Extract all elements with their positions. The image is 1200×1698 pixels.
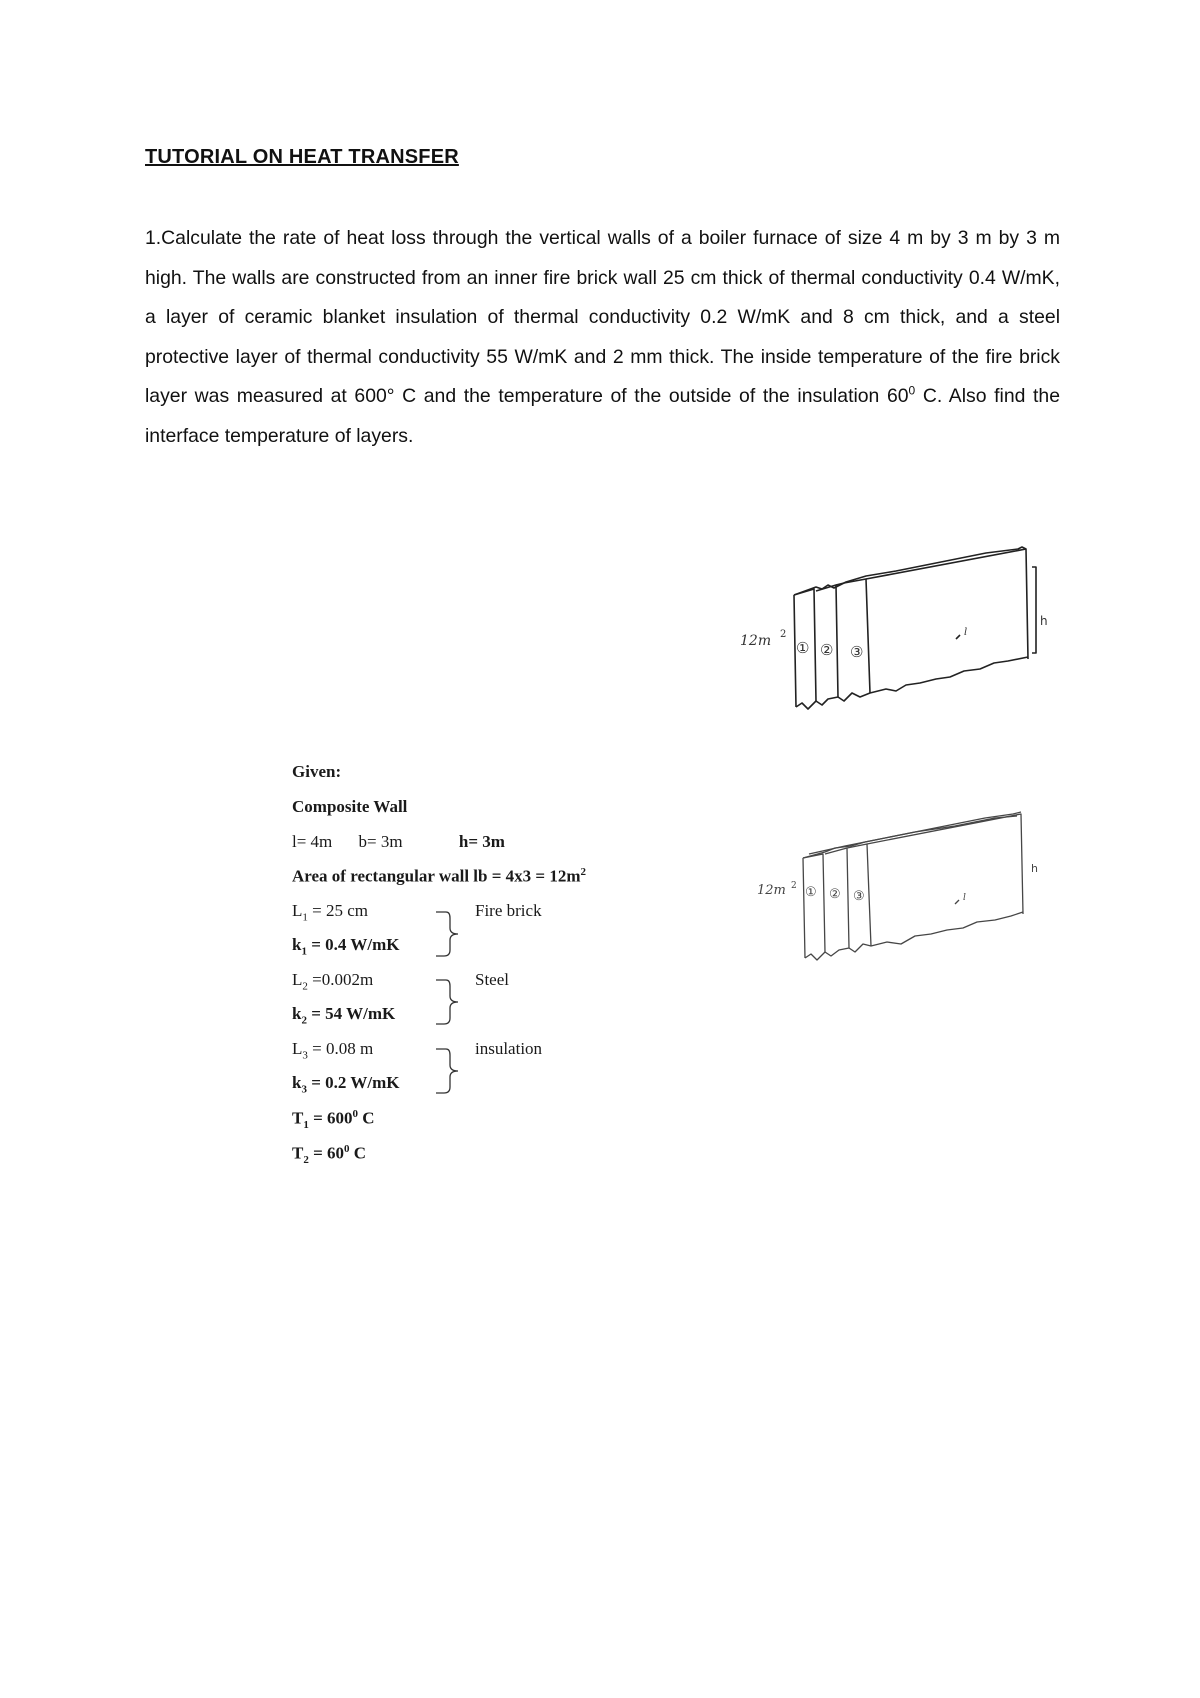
L2-sub: 2 bbox=[302, 980, 308, 993]
L2-symbol: L bbox=[292, 970, 303, 989]
wall2-length-marker bbox=[955, 900, 959, 904]
brace-3 bbox=[432, 1045, 472, 1097]
given-T1 bbox=[292, 1108, 375, 1131]
figure1-height-label: h bbox=[1040, 614, 1048, 628]
problem-text-part2: C. Also find the interface temperature of layers. bbox=[145, 385, 1060, 447]
T2-symbol: T bbox=[292, 1143, 304, 1163]
T1-value: = 600 bbox=[308, 1108, 353, 1128]
k1-symbol: k bbox=[292, 935, 302, 954]
figure2-length-label: l bbox=[963, 893, 966, 903]
layer-3-outline bbox=[844, 579, 870, 693]
area-text: Area of rectangular wall lb = 4x3 = 12m bbox=[292, 866, 581, 886]
k1-value: = 0.4 W/mK bbox=[306, 935, 400, 954]
L1-sub: 1 bbox=[302, 911, 308, 924]
given-dimensions bbox=[292, 832, 505, 852]
T1-sup: 0 bbox=[352, 1108, 359, 1120]
material-steel: Steel bbox=[475, 970, 509, 989]
brace-1 bbox=[432, 908, 472, 960]
k3-symbol: k bbox=[292, 1073, 302, 1092]
dim-l: l= 4m bbox=[292, 832, 333, 851]
material-fire-brick: Fire brick bbox=[475, 901, 542, 920]
given-L1 bbox=[292, 901, 368, 923]
figure2-area-label: 12m bbox=[757, 883, 786, 898]
k2-sub: 2 bbox=[301, 1014, 307, 1027]
given-L3 bbox=[292, 1039, 373, 1061]
k3-value: = 0.2 W/mK bbox=[306, 1073, 400, 1092]
area-sup: 2 bbox=[580, 866, 587, 878]
T2-value: = 60 bbox=[308, 1143, 345, 1163]
given-k1 bbox=[292, 935, 399, 957]
given-k3 bbox=[292, 1073, 399, 1095]
T1-sub: 1 bbox=[303, 1119, 309, 1132]
problem-number: 1. bbox=[145, 227, 162, 249]
figure2-height-label: h bbox=[1031, 862, 1038, 875]
given-area bbox=[292, 866, 586, 887]
T2-sub: 2 bbox=[303, 1154, 309, 1167]
figure1-area-sup: 2 bbox=[780, 629, 787, 640]
height-marker bbox=[1032, 567, 1036, 653]
k3-sub: 3 bbox=[301, 1083, 307, 1096]
layer-2-outline bbox=[816, 583, 844, 697]
wall-bottom-edge bbox=[796, 657, 1028, 709]
k1-sub: 1 bbox=[301, 945, 307, 958]
figure2-layer-3: ③ bbox=[853, 889, 865, 904]
L3-symbol: L bbox=[292, 1039, 303, 1058]
wall2-layer-1 bbox=[803, 854, 825, 958]
given-L2 bbox=[292, 970, 373, 992]
figure2-layer-1: ① bbox=[805, 885, 817, 900]
T1-unit: C bbox=[358, 1108, 375, 1128]
T2-unit: C bbox=[349, 1143, 367, 1163]
composite-wall-figure-1 bbox=[736, 543, 1062, 751]
figure1-length-label: l bbox=[964, 627, 968, 638]
problem-text-part1: Calculate the rate of heat loss through the vertical walls of a boiler furnace of size 4 m by 3 m by 3 m high. The walls are constructed from an inner fire brick wall 25 cm thick of thermal conductivity 0.4 W/mK, a layer of ceramic blanket insulation of thermal conductivity 0.2 W/mK and 8 cm thick, and a steel protective layer of thermal conductivity 55 W/mK and 2 mm thick. The inside temperature of the fire brick layer was measured at 600° C and the temperature of the outside of the insulation 60 bbox=[145, 227, 1060, 408]
given-heading: Given: bbox=[292, 762, 342, 781]
brace-2 bbox=[432, 976, 472, 1028]
wall2-bottom-edge bbox=[805, 912, 1023, 960]
L3-value: = 0.08 m bbox=[307, 1039, 374, 1058]
problem-superscript: 0 bbox=[908, 383, 916, 398]
dim-b: b= 3m bbox=[358, 832, 403, 851]
material-insulation: insulation bbox=[475, 1039, 543, 1058]
figure1-layer-2: ② bbox=[820, 641, 834, 659]
wall2-front-right bbox=[867, 814, 1023, 914]
figure2-layer-2: ② bbox=[829, 887, 841, 902]
composite-wall-figure-2 bbox=[755, 808, 1051, 988]
dim-h: h= 3m bbox=[458, 832, 505, 851]
L2-value: =0.002m bbox=[307, 970, 374, 989]
problem-statement bbox=[145, 219, 1060, 457]
given-data-block bbox=[292, 762, 682, 1182]
length-marker bbox=[956, 635, 960, 639]
figure1-area-label: 12m bbox=[740, 633, 772, 649]
L1-value: = 25 cm bbox=[307, 901, 368, 920]
T1-symbol: T bbox=[292, 1108, 304, 1128]
wall-front-right bbox=[866, 549, 1028, 659]
k2-symbol: k bbox=[292, 1004, 302, 1023]
given-subheading: Composite Wall bbox=[292, 797, 408, 816]
figure1-layer-1: ① bbox=[796, 639, 810, 657]
given-k2 bbox=[292, 1004, 395, 1026]
figure1-layer-3: ③ bbox=[850, 643, 864, 661]
L3-sub: 3 bbox=[302, 1049, 308, 1062]
given-T2 bbox=[292, 1143, 366, 1166]
figure2-area-sup: 2 bbox=[791, 881, 797, 891]
L1-symbol: L bbox=[292, 901, 303, 920]
page-title: TUTORIAL ON HEAT TRANSFER bbox=[145, 146, 459, 168]
k2-value: = 54 W/mK bbox=[306, 1004, 396, 1023]
T2-sup: 0 bbox=[344, 1143, 350, 1155]
